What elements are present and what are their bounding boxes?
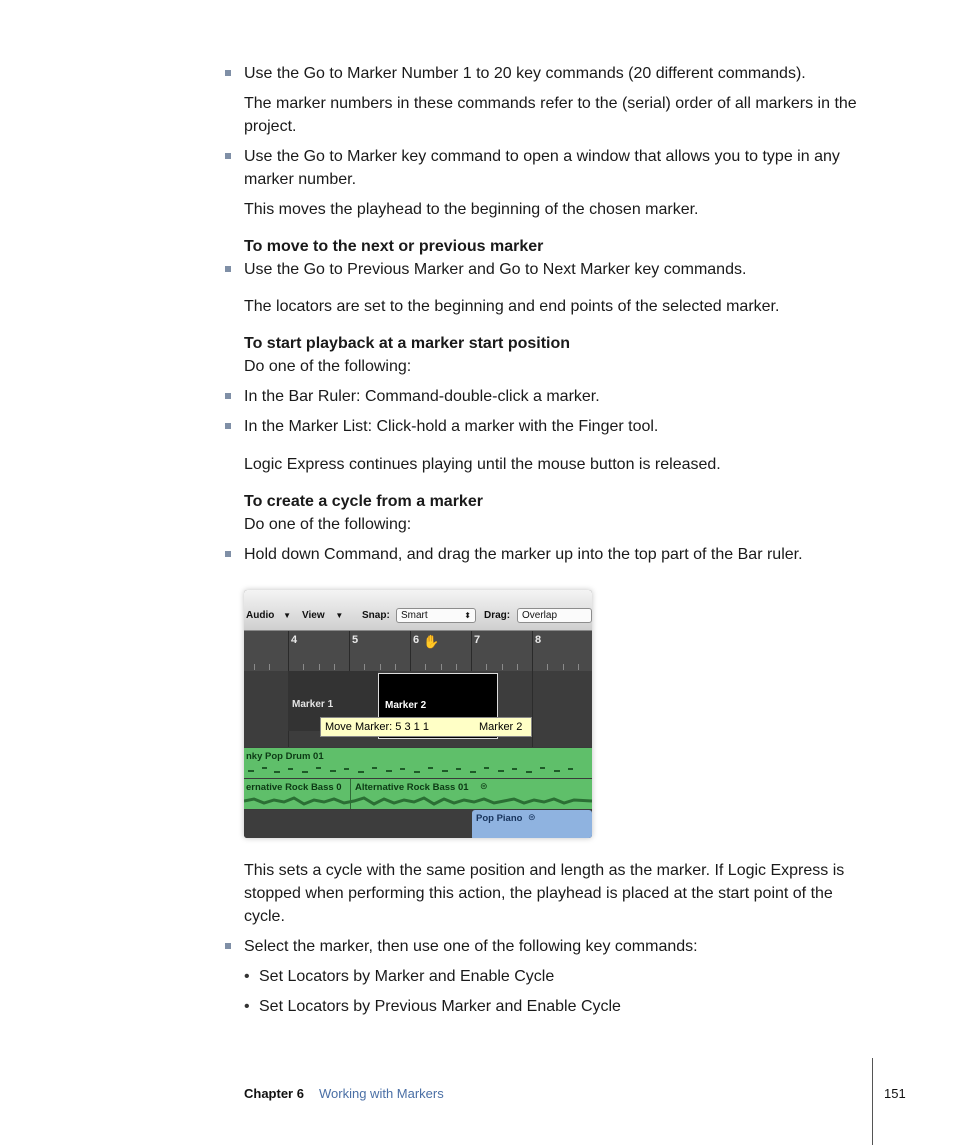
para-continues-playing: Logic Express continues playing until the mouse button is released.: [244, 456, 721, 473]
audio-menu[interactable]: [246, 608, 291, 623]
drag-label: Drag:: [484, 610, 511, 621]
marker-1-label: Marker 1: [292, 699, 334, 710]
bullet-text-hold-command: Hold down Command, and drag the marker up into the top part of the Bar ruler.: [244, 546, 803, 563]
heading-create-cycle: To create a cycle from a marker: [244, 493, 483, 510]
snap-label: Snap:: [362, 610, 390, 621]
triangle-down-icon: ▼: [283, 611, 292, 620]
view-menu[interactable]: [302, 608, 343, 623]
move-marker-tooltip: [320, 717, 532, 737]
bullet-marker: [225, 551, 231, 557]
marker-2-label: Marker 2: [385, 700, 427, 711]
bar-number: 8: [535, 634, 542, 646]
bass-region-left-label: ernative Rock Bass 0: [246, 782, 342, 793]
drum-region[interactable]: [244, 748, 592, 778]
bar-number: 4: [291, 634, 298, 646]
bullet-text-bar-ruler: In the Bar Ruler: Command-double-click a marker.: [244, 388, 600, 405]
snap-value: Smart: [401, 610, 428, 621]
bar-number: 6: [413, 634, 420, 646]
bullet-marker: [225, 423, 231, 429]
para-do-one: Do one of the following:: [244, 516, 412, 533]
loop-icon: ⊜: [480, 781, 488, 791]
para-sets-cycle: This sets a cycle with the same position and length as the marker. If Logic Express is stopped when performing this action, the playhead is placed at the start point of the cycle.: [244, 862, 845, 925]
loop-icon: ⊜: [528, 812, 536, 822]
footer-divider: [872, 1058, 873, 1145]
footer-chapter: Chapter 6: [244, 1086, 304, 1101]
bass-region-right-label: Alternative Rock Bass 01: [355, 782, 469, 793]
sub-bullet-dot: •: [244, 968, 250, 985]
bar-number: 7: [474, 634, 481, 646]
heading-next-previous-marker: To move to the next or previous marker: [244, 238, 544, 255]
bullet-marker: [225, 266, 231, 272]
para-marker-numbers: The marker numbers in these commands refer to the (serial) order of all markers in the project.: [244, 95, 857, 135]
tooltip-position: Move Marker: 5 3 1 1: [325, 721, 429, 733]
bass-region-left[interactable]: [244, 779, 592, 809]
hand-cursor-icon: ✋: [423, 634, 440, 649]
sub-item-set-locators-previous: Set Locators by Previous Marker and Enable Cycle: [259, 998, 621, 1015]
drag-value: Overlap: [522, 610, 558, 621]
bar-ruler[interactable]: [244, 631, 592, 671]
para-locators-set: The locators are set to the beginning and end points of the selected marker.: [244, 298, 780, 315]
sub-bullet-dot: •: [244, 998, 250, 1015]
updown-arrow-icon: ⬍: [464, 611, 471, 620]
bullet-text-marker-list: In the Marker List: Click-hold a marker with the Finger tool.: [244, 418, 659, 435]
bullet-marker: [225, 153, 231, 159]
pop-piano-label: Pop Piano: [476, 813, 523, 824]
triangle-down-icon: ▼: [335, 611, 344, 620]
bullet-text-go-to-marker: Use the Go to Marker key command to open a window that allows you to type in any marker number.: [244, 148, 840, 188]
bullet-text-select-marker: Select the marker, then use one of the following key commands:: [244, 938, 698, 955]
para-do-one: Do one of the following:: [244, 358, 412, 375]
para-moves-playhead: This moves the playhead to the beginning of the chosen marker.: [244, 201, 699, 218]
page-number: 151: [884, 1086, 906, 1101]
bullet-marker: [225, 70, 231, 76]
sub-item-set-locators-marker: Set Locators by Marker and Enable Cycle: [259, 968, 555, 985]
bullet-text-prev-next: Use the Go to Previous Marker and Go to Next Marker key commands.: [244, 261, 747, 278]
pop-piano-region[interactable]: [472, 810, 592, 838]
toolbar: [244, 590, 592, 631]
drag-select[interactable]: [517, 608, 592, 623]
view-menu-label: View: [302, 610, 325, 621]
tooltip-marker-name: Marker 2: [479, 721, 523, 733]
drum-midi-pattern: [244, 765, 592, 775]
heading-start-playback: To start playback at a marker start position: [244, 335, 571, 352]
bullet-text-go-to-marker-number: Use the Go to Marker Number 1 to 20 key commands (20 different commands).: [244, 65, 806, 82]
drum-region-label: nky Pop Drum 01: [246, 751, 324, 762]
snap-select[interactable]: [396, 608, 476, 623]
bass-waveform: [244, 796, 592, 806]
bullet-marker: [225, 393, 231, 399]
bullet-marker: [225, 943, 231, 949]
audio-menu-label: Audio: [246, 610, 275, 621]
arrange-window-screenshot: [244, 590, 592, 838]
footer-chapter-title: Working with Markers: [319, 1086, 444, 1101]
bar-number: 5: [352, 634, 359, 646]
